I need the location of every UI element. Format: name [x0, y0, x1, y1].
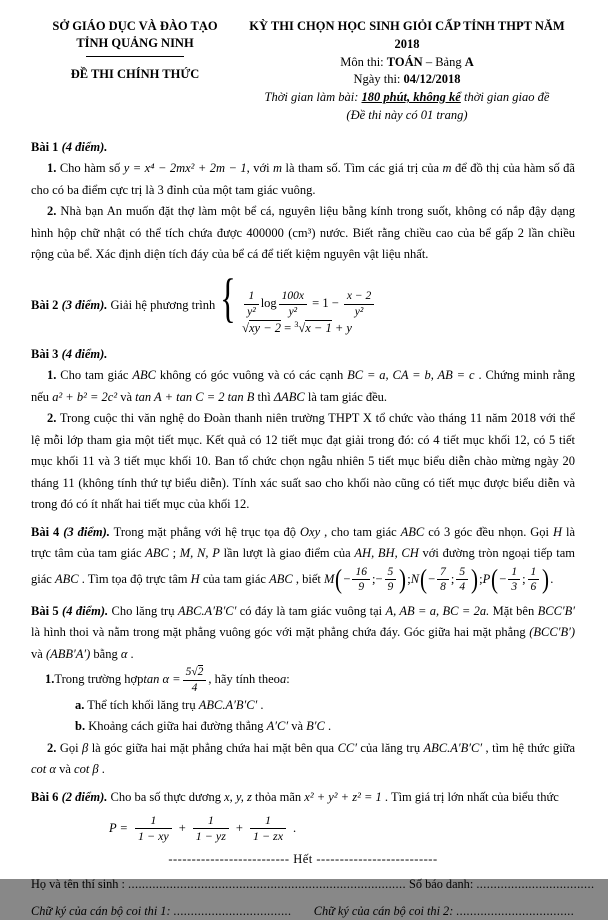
sign: −	[343, 571, 351, 586]
item-letter: b.	[75, 719, 86, 734]
text-run: Giải hệ phương trình	[107, 298, 216, 313]
numerator: 1	[193, 813, 229, 829]
math-expression: AH, BH, CH	[354, 546, 419, 561]
text-run: là tam giác đều.	[304, 389, 388, 404]
text-run: với đường tròn ngoại tiếp tam giác	[31, 546, 575, 586]
fraction	[352, 565, 370, 595]
problem-points: (4 điểm).	[58, 603, 109, 618]
authority-line-1: SỞ GIÁO DỤC VÀ ĐÀO TẠO	[52, 19, 218, 33]
point-label: M	[323, 571, 335, 586]
proctor-1-label: Chữ ký của cán bộ coi thi 1:	[31, 903, 174, 918]
numerator: 1	[528, 565, 540, 580]
math-expression: CC′	[337, 740, 357, 755]
fraction	[456, 565, 468, 595]
text-run: + y	[331, 321, 352, 336]
text-run: .	[324, 719, 332, 734]
sign: −	[375, 571, 383, 586]
text-run: , hãy tính theo	[208, 672, 280, 687]
point-P	[482, 564, 554, 595]
fraction	[183, 665, 207, 695]
text-run: và	[55, 762, 75, 777]
problem-3-heading	[31, 344, 575, 366]
denominator: 4	[459, 581, 466, 594]
item-number: 2.	[47, 740, 57, 755]
numerator: 5	[456, 565, 468, 580]
math-expression: ABC	[400, 524, 425, 539]
numerator: 5	[385, 565, 397, 580]
authority-line-2: TỈNH QUẢNG NINH	[76, 35, 194, 50]
math-expression: (ABB′A′)	[45, 646, 91, 661]
math-expression: ABC	[132, 368, 156, 383]
math-expression: β	[82, 740, 89, 755]
math-expression: BCC′B′	[537, 603, 576, 618]
point-M	[323, 564, 407, 595]
numerator: 7	[437, 565, 449, 580]
exam-title: KỲ THI CHỌN HỌC SINH GIỎI CẤP TỈNH THPT NĂM 2018	[249, 19, 565, 51]
radicand: x − 1	[305, 321, 332, 336]
text-run: :	[286, 672, 290, 687]
problem-label: Bài 6	[31, 789, 59, 804]
denominator: 1 − xy	[137, 829, 169, 844]
date-label: Ngày thi:	[353, 72, 404, 87]
numerator: 1	[244, 289, 259, 304]
fraction	[244, 289, 259, 319]
fill-in-blank: ..................................	[456, 903, 575, 918]
separator: ;	[522, 571, 526, 586]
right-paren: )	[471, 564, 479, 595]
radicand: xy − 2	[249, 321, 282, 336]
system-rows	[242, 287, 376, 338]
text-run: là tham số. Tìm các giá trị của	[282, 161, 443, 175]
plus-sign: +	[178, 821, 186, 836]
fraction	[279, 289, 307, 319]
text-run: và	[31, 646, 46, 661]
text-run: là góc giữa hai mặt phẳng chứa hai mặt bên qua	[88, 740, 338, 755]
text-run: .	[127, 646, 134, 661]
text-run: và	[288, 719, 307, 734]
fraction	[193, 813, 229, 844]
point-label: P	[482, 571, 491, 586]
math-expression: ABC.A′B′C′	[198, 697, 258, 712]
text-run: ;	[168, 546, 180, 561]
problem-1-item-1	[31, 158, 575, 201]
problem-points: (3 điểm).	[59, 524, 110, 539]
math-expression: A′C′	[266, 719, 289, 734]
sign: −	[428, 571, 436, 586]
math-expression: a² + b² = 2c²	[52, 389, 118, 404]
text-run: Cho lăng trụ	[108, 603, 178, 618]
text-run: .	[550, 571, 554, 586]
math-expression: ABC	[145, 546, 169, 561]
numerator: 100x	[279, 289, 307, 304]
problem-5	[31, 601, 575, 781]
problem-label: Bài 4	[31, 524, 60, 539]
text-run: của tam giác	[199, 571, 270, 586]
numerator: 16	[352, 565, 370, 580]
denominator: 4	[191, 681, 198, 694]
exam-info-block	[239, 18, 575, 125]
text-run: . Tìm tọa độ trực tâm	[78, 571, 191, 586]
item-letter: a.	[75, 697, 85, 712]
fraction	[528, 565, 540, 595]
text-run: và	[117, 389, 136, 404]
text-run: Trong mặt phẳng với hệ trục tọa độ	[109, 524, 301, 539]
math-variable: m	[273, 161, 283, 175]
problem-points: (3 điểm).	[58, 298, 108, 313]
time-line	[239, 89, 575, 107]
text-run: có đáy là tam giác vuông tại	[236, 603, 386, 618]
math-expression: ABC.A′B′C′	[177, 603, 237, 618]
subject-separator: – Bảng	[422, 54, 465, 69]
text-run: Thể tích khối lăng trụ	[84, 697, 199, 712]
problem-1-item-2	[31, 201, 575, 266]
math-expression: Oxy	[300, 524, 321, 539]
problem-5-item-1a	[75, 695, 575, 717]
numerator: x − 2	[344, 289, 374, 304]
numerator: 1	[135, 813, 172, 829]
point-label: N	[410, 571, 420, 586]
problem-1	[31, 137, 575, 266]
header-divider	[86, 56, 184, 57]
plus-sign: +	[235, 821, 243, 836]
text-run: thì	[254, 389, 274, 404]
text-run: có 3 góc đều nhọn. Gọi	[424, 524, 553, 539]
text-run: .	[293, 821, 297, 836]
math-expression: B′C	[306, 719, 325, 734]
problem-3	[31, 344, 575, 516]
item-number: 1.	[47, 368, 57, 383]
math-variable: a	[279, 672, 287, 687]
problem-5-item-1b	[75, 716, 575, 738]
denominator: 6	[530, 581, 537, 594]
fraction	[508, 565, 520, 595]
problem-label: Bài 5	[31, 603, 59, 618]
math-expression: α	[120, 646, 128, 661]
subject-band: A	[464, 54, 474, 69]
pages-note: (Đề thi này có 01 trang)	[346, 107, 468, 122]
equation-system	[215, 267, 376, 338]
text-run: Cho tam giác	[56, 368, 133, 383]
text-run: . Chứng minh rằng nếu	[31, 368, 575, 404]
fraction	[135, 813, 172, 844]
header	[31, 18, 575, 125]
math-expression: x, y, z	[224, 789, 252, 804]
item-number: 1.	[45, 672, 55, 687]
time-prefix: Thời gian làm bài:	[264, 90, 362, 104]
denominator: y²	[288, 305, 298, 318]
math-expression: y = x⁴ − 2mx² + 2m − 1	[123, 161, 247, 175]
right-paren: )	[399, 564, 407, 595]
equation-2	[242, 321, 376, 336]
radical-part: 5√	[185, 666, 198, 679]
problem-label: Bài 2	[31, 298, 59, 313]
time-suffix: thời gian giao đề	[460, 90, 550, 104]
left-paren: (	[335, 564, 343, 595]
math-expression: ABC.A′B′C′	[423, 740, 483, 755]
denominator: y²	[247, 305, 256, 318]
text-run: = 1 −	[309, 296, 342, 311]
math-variable: m	[442, 161, 452, 175]
math-expression: cot α	[31, 762, 56, 777]
date-value: 04/12/2018	[403, 72, 461, 87]
radical-sign: √	[242, 321, 249, 336]
math-expression: H	[190, 571, 200, 586]
math-expression: x² + y² + z² = 1	[304, 789, 382, 804]
denominator: 9	[387, 581, 394, 594]
math-expression: A, AB = a, BC = 2a.	[385, 603, 490, 618]
math-expression: tan A + tan C = 2 tan B	[135, 389, 255, 404]
item-number: 2.	[47, 204, 57, 218]
text-run: Khoảng cách giữa hai đường thẳng	[85, 719, 267, 734]
text-run: Nhà bạn An muốn đặt thợ làm một bể cá, nguyên liệu bằng kính trong suốt, không có nắp đậy dạng hình hộp chữ nhật có thể tích chứa được 400000 (cm³) nước. Biết rằng chiều cao của bể gấp 2 lần chiều rộng của bể. Xác định diện tích đáy của bể cá để tiết kiệm nguyên vật liệu nhất.	[31, 204, 575, 261]
problem-5-item-2	[31, 738, 575, 781]
candidate-name-label: Họ và tên thí sinh :	[31, 877, 129, 892]
exam-type-label: ĐỀ THI CHÍNH THỨC	[70, 66, 200, 81]
math-expression: ΔABC	[273, 389, 305, 404]
system-brace: {	[220, 267, 236, 328]
problem-points: (4 điểm).	[58, 346, 108, 361]
math-expression: (BCC′B′)	[529, 625, 575, 640]
date-line	[239, 71, 575, 89]
text-run: Trong trường hợp	[54, 672, 144, 687]
denominator: 1 − zx	[252, 829, 284, 844]
math-expression: M, N, P	[179, 546, 220, 561]
separator: ;	[479, 571, 483, 586]
denominator: 3	[511, 581, 518, 594]
text-run: Trong cuộc thi văn nghệ do Đoàn thanh niên trường THPT X tổ chức vào tháng 11 năm 2018 với thể lệ mỗi lớp tham gia một tiết mục. Kết quả có 12 tiết mục đạt giải trong đó: có 4 tiết mục khối 12, có 5 tiết mục khối 11 và 3 tiết mục khối 10. Ban tổ chức chọn ngẫu nhiên 5 tiết mục biểu diễn chào mừng ngày 20 tháng 11 (không tính thứ tự biểu diễn). Tính xác suất sao cho khối nào cũng có tiết mục được biểu diễn và trong đó có ít nhất hai tiết mục của khối 12.	[31, 411, 575, 512]
separator: ;	[371, 571, 376, 586]
problem-3-item-1	[31, 365, 575, 408]
log-operator: log	[260, 296, 277, 311]
problem-2-intro	[31, 298, 215, 313]
text-run: là hình thoi và nằm trong mặt phẳng vuông góc với mặt phẳng chứa đáy. Góc giữa hai mặt phẳng	[31, 625, 530, 640]
denominator: 1 − yz	[195, 829, 226, 844]
denominator: 8	[440, 581, 446, 594]
problem-label: Bài 1	[31, 139, 59, 154]
subject-name: TOÁN	[386, 54, 423, 69]
text-run: , tìm hệ thức giữa	[482, 740, 576, 755]
separator: ;	[450, 571, 455, 586]
subject-line	[239, 54, 575, 72]
fill-in-blank: ..................................	[173, 903, 292, 918]
denominator: y²	[354, 305, 364, 318]
text-run: của lăng trụ	[356, 740, 424, 755]
problem-6-body	[31, 787, 575, 809]
numerator: 1	[508, 565, 520, 580]
problem-points: (2 điểm).	[58, 789, 108, 804]
problem-5-body	[31, 601, 575, 666]
radicand: 2	[197, 666, 204, 679]
time-duration: 180 phút, không kể	[361, 90, 461, 104]
proctor-2-label: Chữ ký của cán bộ coi thi 2:	[313, 903, 457, 918]
text-run: Gọi	[56, 740, 83, 755]
problem-6	[31, 787, 575, 845]
subject-label: Môn thi:	[340, 54, 387, 69]
problem-4-body	[31, 522, 575, 595]
fill-in-blank: ................................................................................	[128, 877, 406, 892]
text-run: , biết	[292, 571, 324, 586]
item-number: 1.	[47, 161, 57, 175]
text-run: .	[98, 762, 105, 777]
right-paren: )	[542, 564, 550, 595]
problem-points: (4 điểm).	[58, 139, 108, 154]
candidate-number-label: Số báo danh:	[405, 877, 477, 892]
formula-lhs: P =	[109, 821, 128, 836]
problem-2	[31, 267, 575, 338]
text-run: Mặt bên	[489, 603, 538, 618]
fraction	[344, 289, 374, 319]
text-run: không có góc vuông và có các cạnh	[155, 368, 348, 383]
proctor-signature-line	[31, 902, 575, 920]
text-run: để đồ thị của hàm số đã cho có ba điểm cực trị là 3 đỉnh của một tam giác vuông.	[31, 161, 575, 197]
left-paren: (	[491, 564, 499, 595]
item-number: 2.	[47, 411, 57, 426]
problem-6-formula	[109, 813, 575, 844]
candidate-name-line	[31, 875, 595, 893]
math-expression: tan α =	[143, 672, 181, 687]
numerator	[183, 665, 207, 680]
radical-sign: √	[298, 321, 306, 336]
text-run: là trực tâm của tam giác	[31, 524, 575, 561]
fraction	[385, 565, 397, 595]
math-expression: ABC	[269, 571, 293, 586]
problem-label: Bài 3	[31, 346, 59, 361]
text-run: bằng	[90, 646, 121, 661]
text-run: lần lượt là giao điểm của	[219, 546, 355, 561]
equation-1	[242, 289, 376, 319]
sign: −	[499, 571, 507, 586]
problem-3-item-2	[31, 408, 575, 516]
problem-5-item-1	[45, 665, 575, 695]
text-run: Cho ba số thực dương	[107, 789, 225, 804]
text-run: , cho tam giác	[320, 524, 401, 539]
left-paren: (	[420, 564, 428, 595]
math-expression: BC = a, CA = b, AB = c	[347, 368, 475, 383]
problem-4	[31, 522, 575, 595]
separator: ;	[407, 571, 411, 586]
point-N	[410, 564, 479, 595]
text-run: =	[281, 321, 295, 336]
text-run: Cho hàm số	[56, 161, 124, 175]
text-run: , với	[246, 161, 274, 175]
text-run: . Tìm giá trị lớn nhất của biểu thức	[381, 789, 559, 804]
end-marker: -------------------------- Hết --------------------------	[168, 852, 438, 867]
math-expression: H	[552, 524, 563, 539]
problem-1-heading	[31, 137, 575, 159]
root-index: 3	[294, 320, 299, 330]
text-run: .	[257, 697, 264, 712]
math-expression: cot β	[74, 762, 99, 777]
fraction	[437, 565, 449, 595]
math-expression: ABC	[54, 571, 79, 586]
denominator: 9	[358, 581, 365, 594]
text-run: thỏa mãn	[251, 789, 305, 804]
fraction	[250, 813, 286, 844]
issuing-authority-block	[31, 18, 239, 125]
numerator: 1	[250, 813, 286, 829]
fill-in-blank: ..................................	[476, 877, 595, 892]
